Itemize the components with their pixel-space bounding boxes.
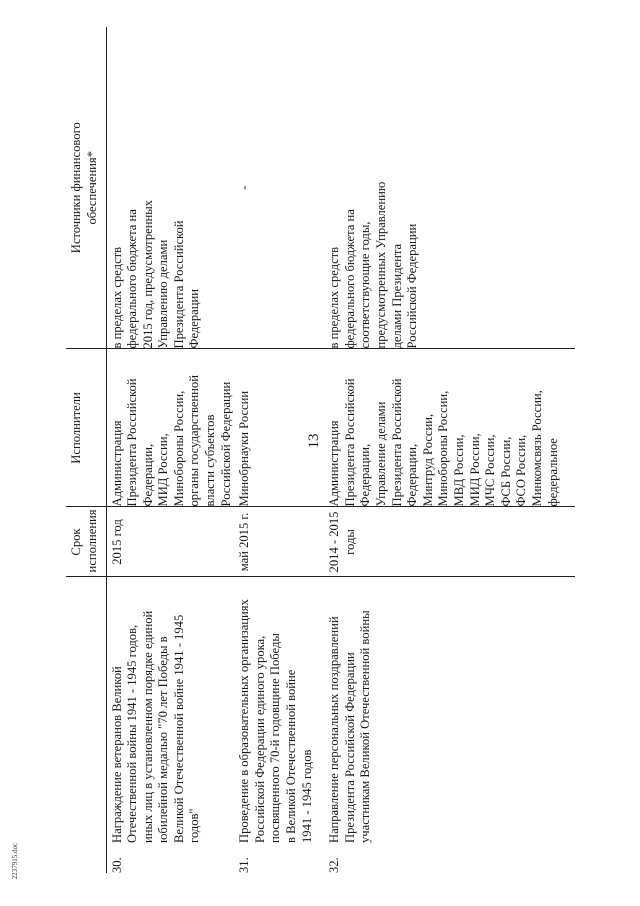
- row-executors: Администрация Президента Российской Федерации, МИД России, Минобороны России, органы государственной власти субъектов Российской Федерации: [106, 349, 234, 507]
- table-row: [324, 27, 575, 873]
- row-term: 2014 - 2015 годы: [324, 507, 575, 577]
- row-executors: Администрация Президента Российской Федерации, Управление делами Президента Российской Федерации, Минтруд России, Минобороны России, МВД России, МИД России, МЧС России, ФСБ России, ФСО России, Минкомсвязь России, федеральное: [324, 349, 575, 507]
- rotated-page-content: [66, 27, 575, 873]
- row-event: Награждение ветеранов Великой Отечественной войны 1941 - 1945 годов, иных лиц в установленном порядке единой юбилейной медалью "70 лет Победы в Великой Отечественной войне 1941 - 1945 годов": [109, 610, 202, 843]
- document-id: 2237915.doc: [11, 842, 19, 880]
- row-funding: -: [234, 27, 324, 349]
- header-number-cell: [66, 843, 106, 873]
- table-row: [106, 27, 234, 873]
- row-term: май 2015 г.: [234, 507, 324, 577]
- row-event: Проведение в образовательных организациях Российской Федерации единого урока, посвященного 70-й годовщине Победы в Великой Отечественной войне 1941 - 1945 годов: [237, 599, 314, 843]
- row-number: 32.: [327, 857, 342, 873]
- table-header-row: [66, 27, 106, 873]
- header-funding: Источники финансового обеспечения*: [66, 27, 106, 349]
- header-event-cell: [66, 577, 106, 843]
- header-executors: Исполнители: [66, 349, 106, 507]
- row-funding: в пределах средств федерального бюджета на 2015 год, предусмотренных Управлению делами Президента Российской Федерации: [106, 27, 234, 349]
- row-number: 30.: [109, 857, 124, 873]
- page-number: 13: [306, 433, 322, 449]
- row-executors: Минобрнауки России: [234, 349, 324, 507]
- events-table: [66, 27, 575, 873]
- row-funding: в пределах средств федерального бюджета на соответствующие годы, предусмотренных Управлению делами Президента Российской Федерации: [324, 27, 575, 349]
- table-row: [234, 27, 324, 873]
- header-term: Срок исполнения: [66, 507, 106, 577]
- row-number: 31.: [237, 857, 252, 873]
- row-event: Направление персональных поздравлений Президента Российской Федерации участникам Великой Отечественной войны: [327, 610, 373, 843]
- row-term: 2015 год: [106, 507, 234, 577]
